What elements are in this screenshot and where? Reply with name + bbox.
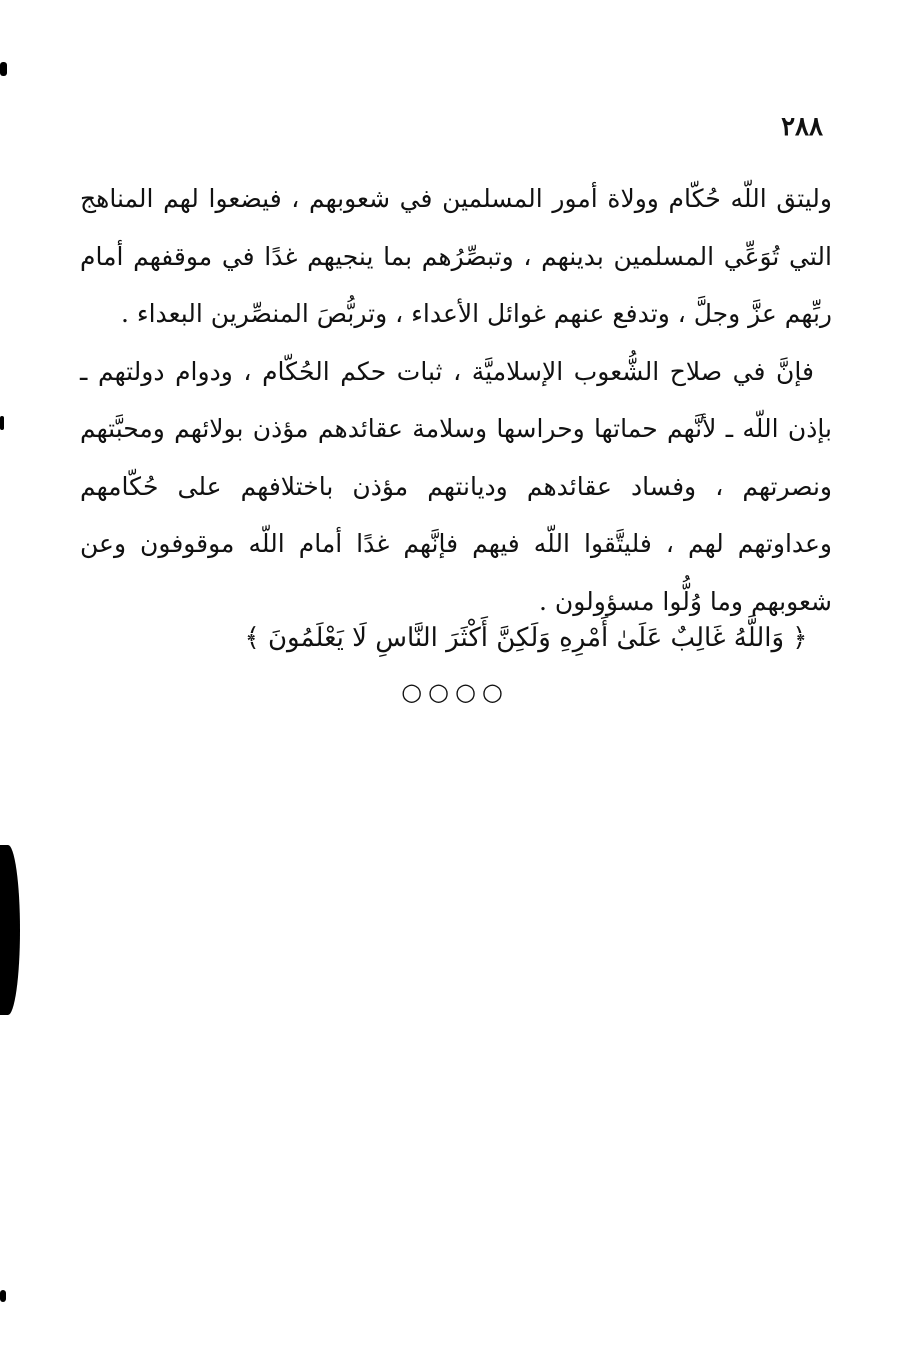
scan-mark	[0, 62, 7, 76]
page-number: ٢٨٨	[781, 112, 823, 142]
body-text	[80, 170, 832, 630]
paragraph: فإنَّ في صلاح الشُّعوب الإسلاميَّة ، ثبات حكم الحُكّام ، ودوام دولتهم ـ بإذن اللّه ـ لأنَّهم حماتها وحراسها وسلامة عقائدهم مؤذن بولائهم ومحبَّتهم ونصرتهم ، وفساد عقائدهم وديانتهم مؤذن باختلافهم على حُكّامهم وعداوتهم لهم ، فليتَّقوا اللّه فيهم فإنَّهم غدًا أمام اللّه موقوفون وعن شعوبهم وما وُلُّوا مسؤولون .	[80, 356, 832, 616]
paragraph: وليتق اللّه حُكّام وولاة أمور المسلمين في شعوبهم ، فيضعوا لهم المناهج التي تُوَعِّي المسلمين بدينهم ، وتبصِّرُهم بما ينجيهم غدًا في موقفهم أمام ربِّهم عزَّ وجلَّ ، وتدفع عنهم غوائل الأعداء ، وتربُّصَ المنصِّرين البعداء .	[80, 184, 832, 328]
scan-mark	[0, 1290, 6, 1302]
scan-mark	[0, 416, 4, 430]
quran-verse: ﴿ وَاللَّهُ غَالِبٌ عَلَىٰ أَمْرِهِ وَلَكِنَّ أَكْثَرَ النَّاسِ لَا يَعْلَمُونَ ﴾	[244, 623, 808, 653]
section-divider-ornament: ○○○○	[401, 678, 509, 706]
scan-mark	[0, 845, 20, 1015]
